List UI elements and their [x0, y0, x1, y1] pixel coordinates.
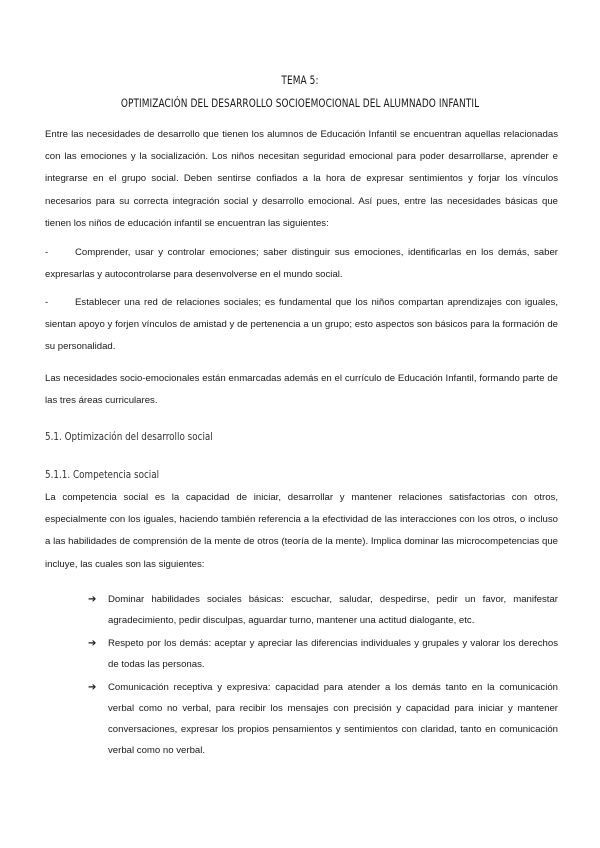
arrow-icon: ➔ — [88, 637, 97, 649]
dash-item-text: Comprender, usar y controlar emociones; saber distinguir sus emociones, identificarlas en los demás, saber expresarlas y autocontrolarse para desenvolverse en el mundo social. — [45, 247, 558, 281]
arrow-icon: ➔ — [88, 594, 97, 605]
dash-marker: - — [45, 247, 49, 258]
section-heading: 5.1. Optimización del desarrollo social — [45, 430, 213, 443]
intro-paragraph: Entre las necesidades de desarrollo que tienen los alumnos de Educación Infantil se encuentran aquellas relacionadas con las emociones y la socialización. Los niños necesitan seguridad emocional para poder desarrollarse, aprender e integrarse en el grupo social. Deben sentirse confiados a la hora de expresar sentimientos y forjar los vínculos necesarios para su correcta integración social y desarrollo emocional. Así pues, entre las necesidades básicas que tienen los niños de educación infantil se encuentran las siguientes: — [45, 129, 558, 229]
dash-list-item — [45, 292, 558, 359]
dash-list-item — [45, 242, 558, 286]
subsection-heading: 5.1.1. Competencia social — [45, 468, 160, 481]
document-title-line-2: OPTIMIZACIÓN DEL DESARROLLO SOCIOEMOCIONAL DEL ALUMNADO INFANTIL — [120, 96, 480, 110]
document-title-line-1: TEMA 5: — [281, 73, 319, 87]
competence-paragraph: La competencia social es la capacidad de iniciar, desarrollar y mantener relaciones satisfactorias con otros, especialmente con los iguales, haciendo también referencia a la efectividad de las interacciones con los otros, o incluso a las habilidades de comprensión de la mente de otros (teoría de la mente). Implica dominar las microcompetencias que incluye, las cuales son las siguientes: — [45, 492, 558, 570]
bullet-text: Comunicación receptiva y expresiva: capacidad para atender a los demás tanto en la comunicación verbal como no verbal, para recibir los mensajes con precisión y capacidad para iniciar y mantener conversaciones, expresar los propios pensamientos y sentimientos con claridad, tanto en comunicación verbal como no verbal. — [108, 681, 558, 757]
dash-item-text: Establecer una red de relaciones sociales; es fundamental que los niños compartan aprendizajes con iguales, sientan apoyo y forjen vínculos de amistad y de pertenencia a un grupo; esto aspectos son básicos para la formación de su personalidad. — [45, 297, 558, 353]
arrow-icon: ➔ — [88, 681, 97, 693]
dash-marker: - — [45, 297, 49, 308]
bullet-item — [88, 677, 558, 762]
bullet-item — [88, 633, 558, 675]
bullet-item — [88, 589, 558, 631]
curriculum-paragraph: Las necesidades socio-emocionales están enmarcadas además en el currículo de Educación Infantil, formando parte de las tres áreas curriculares. — [45, 373, 558, 407]
bullet-text: Respeto por los demás: aceptar y apreciar las diferencias individuales y grupales y valorar los derechos de todas las personas. — [108, 637, 558, 671]
bullet-list — [88, 589, 558, 763]
bullet-text: Dominar habilidades sociales básicas: escuchar, saludar, despedirse, pedir un favor, manifestar agradecimiento, pedir disculpas, aguardar turno, mantener una actitud dialogante, etc. — [108, 594, 558, 627]
